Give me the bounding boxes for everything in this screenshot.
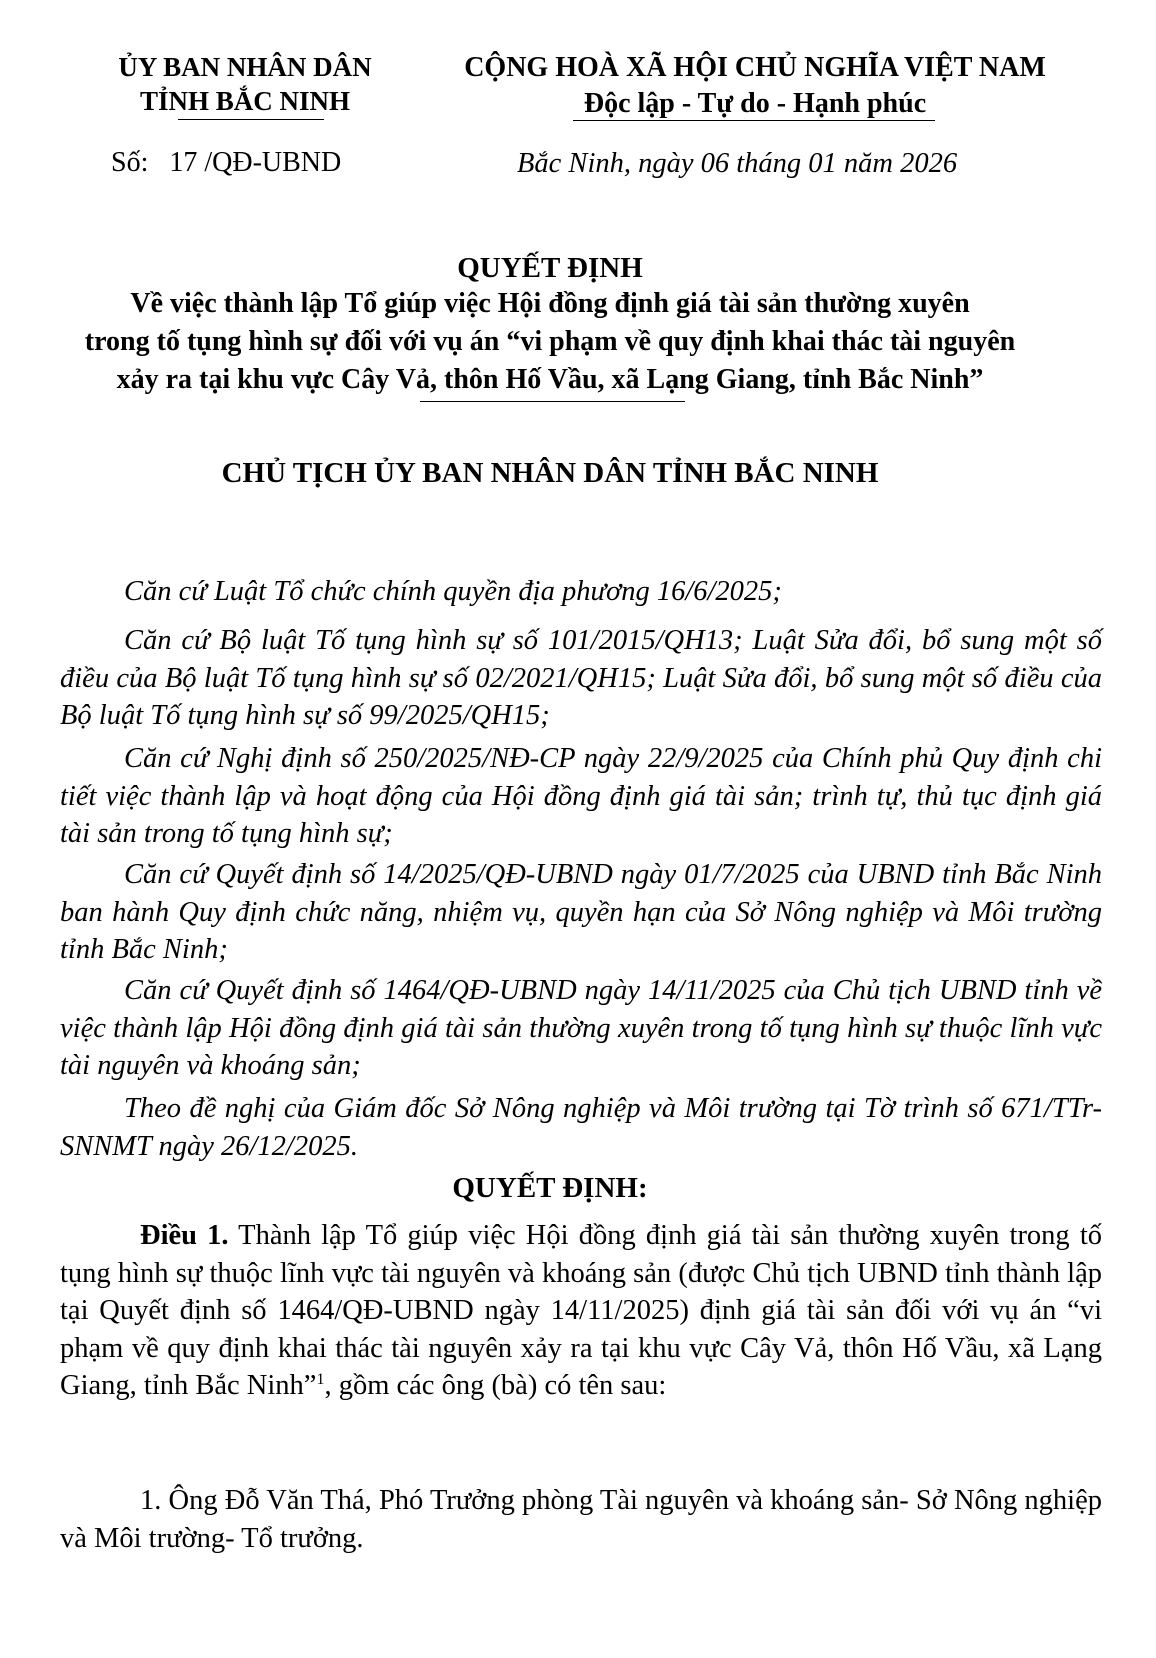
member-1: 1. Ông Đỗ Văn Thá, Phó Trưởng phòng Tài nguyên và khoáng sản- Sở Nông nghiệp và Môi trường- Tổ trưởng. [60,1485,1102,1554]
document-number-value: 17 [169,147,198,178]
article-1-label: Điều 1. [140,1220,229,1251]
authority-heading: CHỦ TỊCH ỦY BAN NHÂN DÂN TỈNH BẮC NINH [221,457,879,489]
issuing-agency-line1: ỦY BAN NHÂN DÂN [118,52,372,82]
document-title: QUYẾT ĐỊNH [457,252,643,284]
issue-date: Bắc Ninh, ngày 06 tháng 01 năm 2026 [517,148,958,179]
legal-basis-5: Căn cứ Quyết định số 1464/QĐ-UBND ngày 14/11/2025 của Chủ tịch UBND tỉnh về việc thành lập Hội đồng định giá tài sản thường xuyên trong tố tụng hình sự thuộc lĩnh vực tài nguyên và khoáng sản; [60,975,1102,1081]
article-1-text-after: , gồm các ông (bà) có tên sau: [324,1370,667,1401]
document-number-suffix: /QĐ-UBND [204,147,342,178]
motto: Độc lập - Tự do - Hạnh phúc [583,88,927,119]
legal-basis-1: Căn cứ Luật Tổ chức chính quyền địa phương 16/6/2025; [124,576,782,607]
subject-line-2: trong tố tụng hình sự đối với vụ án “vi phạm về quy định khai thác tài nguyên [84,326,1016,357]
legal-basis-4: Căn cứ Quyết định số 14/2025/QĐ-UBND ngày 01/7/2025 của UBND tỉnh Bắc Ninh ban hành Quy định chức năng, nhiệm vụ, quyền hạn của Sở Nông nghiệp và Môi trường tỉnh Bắc Ninh; [60,859,1102,965]
article-1-text: Thành lập Tổ giúp việc Hội đồng định giá tài sản thường xuyên trong tố tụng hình sự thuộc lĩnh vực tài nguyên và khoáng sản (được Chủ tịch UBND tỉnh thành lập tại Quyết định số 1464/QĐ-UBND ngày 14/11/2025) định giá tài sản đối với vụ án “vi phạm về quy định khai thác tài nguyên xảy ra tại khu vực Cây Vả, thôn Hố Vầu, xã Lạng Giang, tỉnh Bắc Ninh” [60,1220,1102,1401]
document-subject [0,285,1100,399]
issuing-agency-line2: TỈNH BẮC NINH [139,86,351,116]
motto-underline [573,120,935,121]
subject-line-1: Về việc thành lập Tổ giúp việc Hội đồng định giá tài sản thường xuyên [130,288,970,319]
issuing-agency [90,50,400,118]
agency-underline [178,119,324,120]
document-number [111,147,341,179]
article-1 [60,1217,1102,1405]
document-number-prefix: Số: [111,147,149,178]
country-name: CỘNG HOÀ XÃ HỘI CHỦ NGHĨA VIỆT NAM [464,52,1046,83]
subject-underline [420,401,685,402]
subject-line-3: xảy ra tại khu vực Cây Vả, thôn Hố Vầu, xã Lạng Giang, tỉnh Bắc Ninh” [116,364,984,395]
footnote-ref: 1 [316,1371,325,1388]
legal-basis-2: Căn cứ Bộ luật Tố tụng hình sự số 101/2015/QH13; Luật Sửa đổi, bổ sung một số điều của Bộ luật Tố tụng hình sự số 02/2021/QH15; Luật Sửa đổi, bổ sung một số điều của Bộ luật Tố tụng hình sự số 99/2025/QH15; [60,625,1102,731]
legal-basis-3: Căn cứ Nghị định số 250/2025/NĐ-CP ngày 22/9/2025 của Chính phủ Quy định chi tiết việc thành lập và hoạt động của Hội đồng định giá tài sản; trình tự, thủ tục định giá tài sản trong tố tụng hình sự; [60,743,1102,849]
legal-basis-6: Theo đề nghị của Giám đốc Sở Nông nghiệp và Môi trường tại Tờ trình số 671/TTr-SNNMT ngày 26/12/2025. [60,1093,1102,1162]
decision-heading: QUYẾT ĐỊNH: [452,1172,648,1204]
national-motto [440,50,1070,122]
